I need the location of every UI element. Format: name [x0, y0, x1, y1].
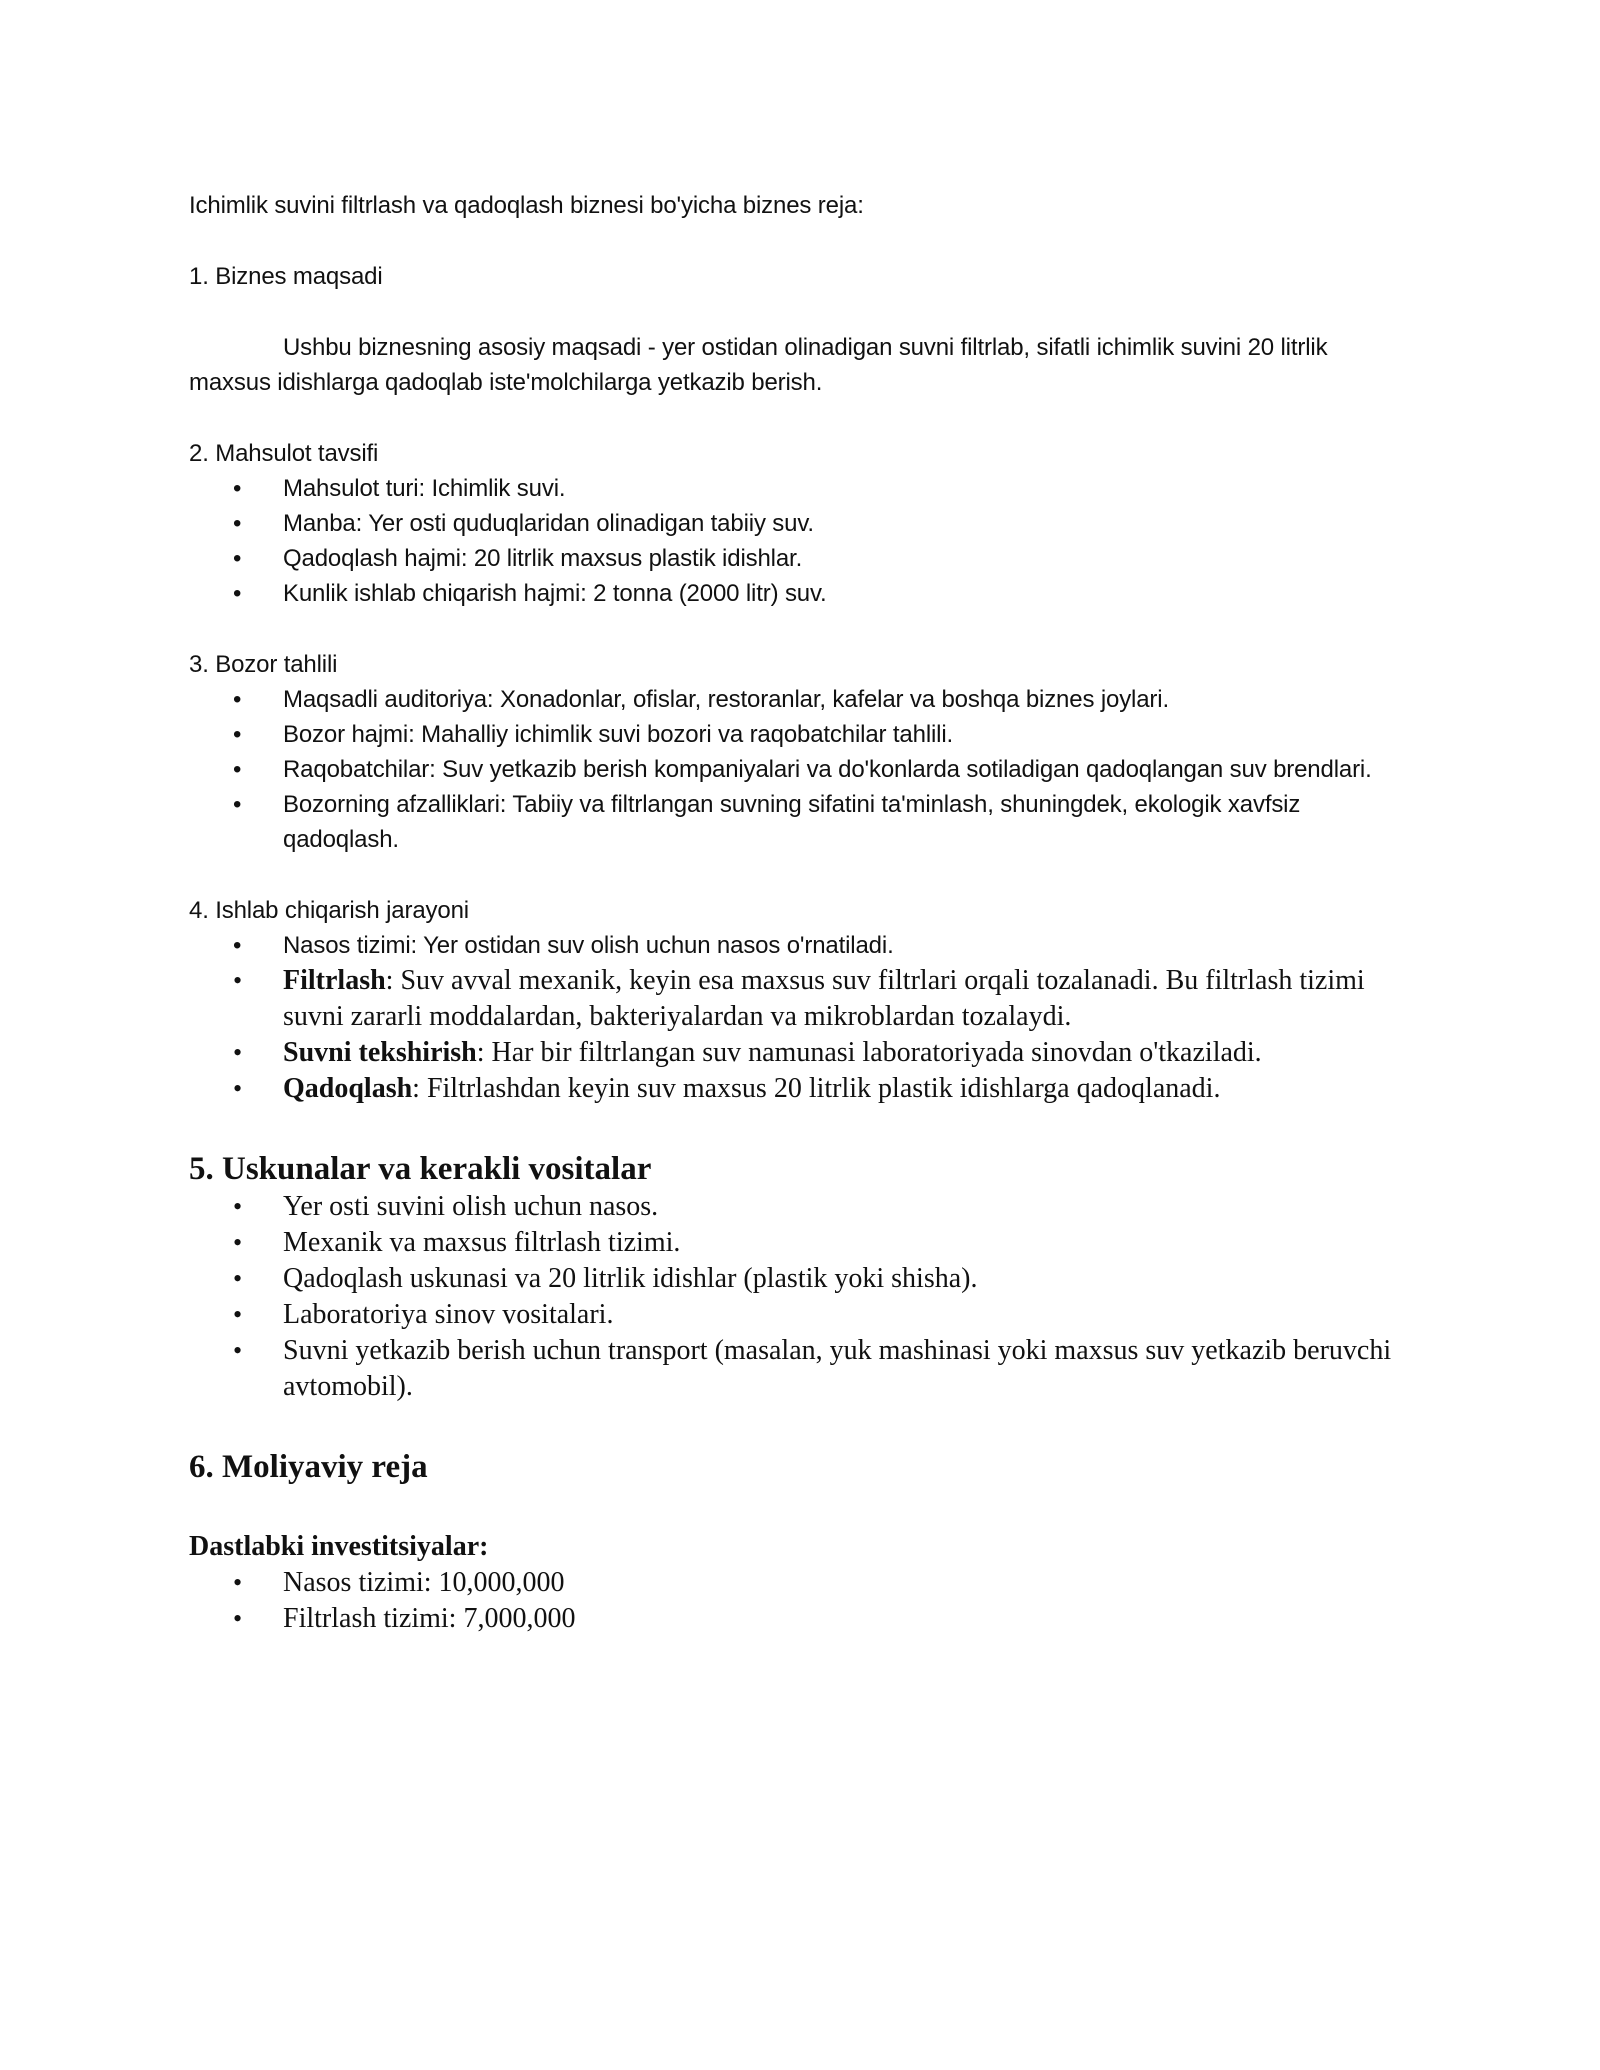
list-item-text: Nasos tizimi: 10,000,000: [283, 1567, 565, 1598]
bullet-icon: •: [233, 1228, 243, 1257]
document-title: Ichimlik suvini filtrlash va qadoqlash biznesi bo'yicha biznes reja:: [189, 192, 864, 219]
list-item-text: Mexanik va maxsus filtrlash tizimi.: [283, 1227, 681, 1258]
list-item: [189, 1071, 1409, 1107]
section-3-list: [189, 682, 1409, 857]
bullet-icon: •: [233, 686, 242, 713]
list-item-text: Mahsulot turi: Ichimlik suvi.: [283, 475, 566, 502]
section-4-list-continued: [189, 963, 1409, 1107]
bullet-icon: •: [233, 545, 242, 572]
list-item-term: Qadoqlash: [283, 1073, 413, 1104]
list-item-text: Bozorning afzalliklari: Tabiiy va filtrlangan suvning sifatini ta'minlash, shuningdek, ekologik xavfsiz qadoqlash.: [283, 791, 1301, 853]
list-item: [189, 752, 1409, 787]
bullet-icon: •: [233, 580, 242, 607]
list-item-text: Bozor hajmi: Mahalliy ichimlik suvi bozori va raqobatchilar tahlili.: [283, 721, 954, 748]
bullet-icon: •: [233, 756, 242, 783]
section-1-paragraph: Ushbu biznesning asosiy maqsadi - yer ostidan olinadigan suvni filtrlab, sifatli ichimlik suvini 20 litrlik maxsus idishlarga qadoqlab iste'molchilarga yetkazib berish.: [189, 334, 1328, 396]
bullet-icon: •: [233, 510, 242, 537]
list-item-text: : Har bir filtrlangan suv namunasi laboratoriyada sinovdan o'tkaziladi.: [476, 1037, 1262, 1068]
section-6-subheading: Dastlabki investitsiyalar:: [189, 1531, 489, 1562]
section-3-heading: 3. Bozor tahlili: [189, 651, 338, 678]
list-item-text: Yer osti suvini olish uchun nasos.: [283, 1191, 659, 1222]
list-item-text: : Filtrlashdan keyin suv maxsus 20 litrlik plastik idishlarga qadoqlanadi.: [412, 1073, 1221, 1104]
section-2-list: [189, 471, 1409, 611]
list-item: [189, 1333, 1409, 1405]
list-item: [189, 963, 1409, 1035]
list-item-text: Maqsadli auditoriya: Xonadonlar, ofislar, restoranlar, kafelar va boshqa biznes joylari.: [283, 686, 1169, 713]
section-6-heading: 6. Moliyaviy reja: [189, 1449, 428, 1485]
list-item: [189, 682, 1409, 717]
list-item-term: Suvni tekshirish: [283, 1037, 477, 1068]
list-item: [189, 787, 1409, 857]
section-2-heading: 2. Mahsulot tavsifi: [189, 440, 379, 467]
section-5-heading: 5. Uskunalar va kerakli vositalar: [189, 1151, 652, 1187]
list-item-text: Nasos tizimi: Yer ostidan suv olish uchun nasos o'rnatiladi.: [283, 932, 894, 959]
list-item: [189, 928, 1409, 963]
list-item: [189, 1601, 1409, 1637]
list-item-text: Filtrlash tizimi: 7,000,000: [283, 1603, 576, 1634]
list-item: [189, 541, 1409, 576]
list-item-text: Suvni yetkazib berish uchun transport (masalan, yuk mashinasi yoki maxsus suv yetkazib beruvchi avtomobil).: [283, 1335, 1392, 1402]
bullet-icon: •: [233, 1568, 243, 1597]
list-item: [189, 1565, 1409, 1601]
list-item-text: : Suv avval mexanik, keyin esa maxsus suv filtrlari orqali tozalanadi. Bu filtrlash tizimi suvni zararli moddalardan, bakteriyalardan va mikroblardan tozalaydi.: [283, 965, 1365, 1032]
list-item: [189, 506, 1409, 541]
list-item-text: Qadoqlash uskunasi va 20 litrlik idishlar (plastik yoki shisha).: [283, 1263, 978, 1294]
bullet-icon: •: [233, 1074, 243, 1103]
document-body: [189, 188, 1409, 1637]
bullet-icon: •: [233, 1192, 243, 1221]
bullet-icon: •: [233, 1336, 243, 1365]
list-item: [189, 1225, 1409, 1261]
list-item: [189, 576, 1409, 611]
list-item-text: Qadoqlash hajmi: 20 litrlik maxsus plastik idishlar.: [283, 545, 803, 572]
list-item-text: Raqobatchilar: Suv yetkazib berish kompaniyalari va do'konlarda sotiladigan qadoqlangan suv brendlari.: [283, 756, 1372, 783]
list-item: [189, 1189, 1409, 1225]
list-item: [189, 1297, 1409, 1333]
section-6-list: [189, 1565, 1409, 1637]
list-item-term: Filtrlash: [283, 965, 386, 996]
bullet-icon: •: [233, 1300, 243, 1329]
bullet-icon: •: [233, 932, 242, 959]
bullet-icon: •: [233, 966, 243, 995]
list-item: [189, 1035, 1409, 1071]
section-1-heading: 1. Biznes maqsadi: [189, 263, 383, 290]
section-4-list: [189, 928, 1409, 963]
bullet-icon: •: [233, 1038, 243, 1067]
bullet-icon: •: [233, 721, 242, 748]
list-item: [189, 1261, 1409, 1297]
list-item-text: Kunlik ishlab chiqarish hajmi: 2 tonna (2000 litr) suv.: [283, 580, 827, 607]
section-5-list: [189, 1189, 1409, 1405]
bullet-icon: •: [233, 1264, 243, 1293]
bullet-icon: •: [233, 475, 242, 502]
list-item: [189, 471, 1409, 506]
list-item-text: Manba: Yer osti quduqlaridan olinadigan tabiiy suv.: [283, 510, 814, 537]
bullet-icon: •: [233, 791, 242, 818]
bullet-icon: •: [233, 1604, 243, 1633]
list-item-text: Laboratoriya sinov vositalari.: [283, 1299, 614, 1330]
section-4-heading: 4. Ishlab chiqarish jarayoni: [189, 897, 469, 924]
list-item: [189, 717, 1409, 752]
